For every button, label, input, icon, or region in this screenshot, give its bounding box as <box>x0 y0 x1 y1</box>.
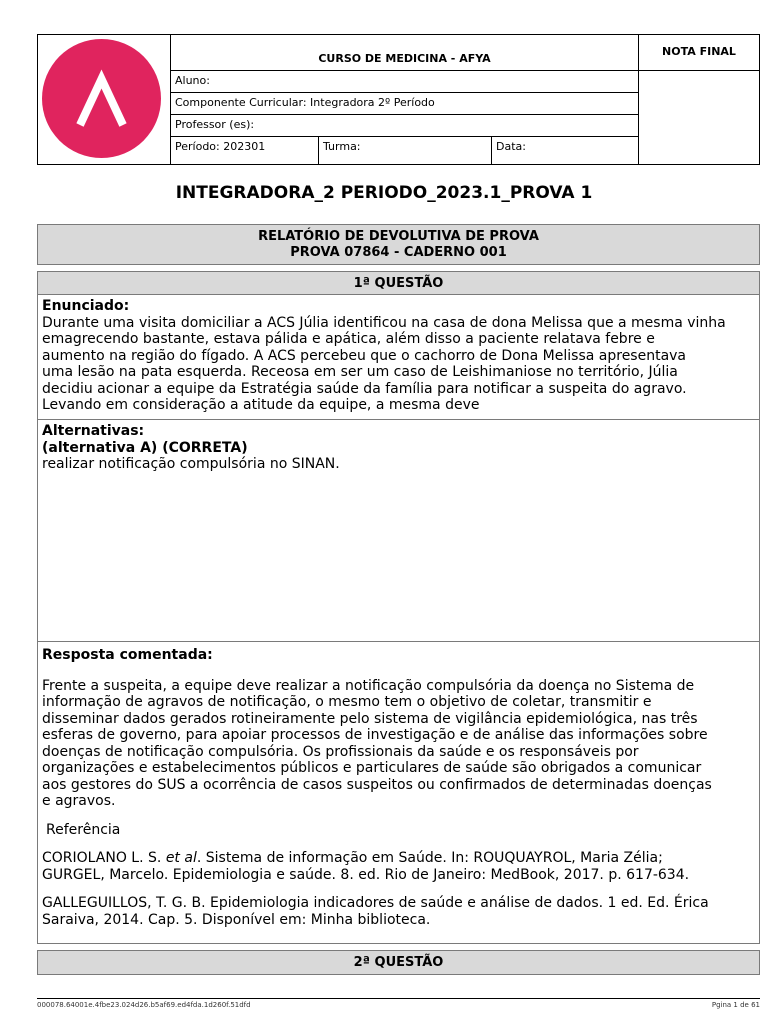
resposta-line: disseminar dados gerados rotineiramente pelo sistema de vigilância epidemiológica, nas três <box>42 710 698 727</box>
resposta-line: doenças de notificação compulsória. Os profissionais da saúde e os responsáveis por <box>42 743 639 760</box>
reference-1-line-1 <box>42 850 755 867</box>
nota-final-cell <box>638 35 759 164</box>
report-header <box>37 224 760 265</box>
professor-label: Professor (es): <box>175 118 255 131</box>
aluno-row <box>171 71 638 93</box>
alternativas-label: Alternativas: <box>42 423 145 439</box>
alternativas-section <box>37 420 760 642</box>
enunciado-line: Levando em consideração a atitude da equipe, a mesma deve <box>42 397 480 413</box>
reference-2-line-2: Saraiva, 2014. Cap. 5. Disponível em: Minha biblioteca. <box>42 911 431 928</box>
reference-1-title: . Sistema de informação em Saúde. In: ROUQUAYROL, Maria Zélia; <box>196 850 663 866</box>
periodo-label: Período: 202301 <box>175 140 266 153</box>
enunciado-line: decidiu acionar a equipe da Estratégia saúde da família para notificar a suspeita do agravo. <box>42 380 687 397</box>
turma-cell <box>318 137 491 164</box>
periodo-row <box>171 137 638 164</box>
resposta-body <box>42 678 755 810</box>
question-1-header: 1ª QUESTÃO <box>37 271 760 295</box>
report-title: RELATÓRIO DE DEVOLUTIVA DE PROVA <box>258 229 539 244</box>
aluno-label: Aluno: <box>175 74 210 87</box>
enunciado-line: uma lesão na pata esquerda. Receosa em ser um caso de Leishimaniose no território, Júlia <box>42 364 678 380</box>
report-subtitle: PROVA 07864 - CADERNO 001 <box>290 245 507 260</box>
resposta-line: informação de agravos de notificação, o mesmo tem o objetivo de coletar, transmitir e <box>42 694 652 710</box>
resposta-line: Frente a suspeita, a equipe deve realizar a notificação compulsória da doença no Sistema de <box>42 677 695 694</box>
question-2-header: 2ª QUESTÃO <box>37 950 760 975</box>
componente-row <box>171 93 638 115</box>
componente-label: Componente Curricular: Integradora 2º Período <box>175 96 435 109</box>
reference-1-authors: CORIOLANO L. S. <box>42 850 166 866</box>
enunciado-line: Durante uma visita domiciliar a ACS Júlia identificou na casa de dona Melissa que a mesma vinha <box>42 314 726 331</box>
periodo-cell <box>171 137 318 164</box>
alternativa-text: realizar notificação compulsória no SINAN. <box>42 456 340 472</box>
resposta-section <box>37 642 760 944</box>
page-number: Pgina 1 de 61 <box>711 1001 760 1009</box>
afya-logo <box>42 39 161 158</box>
nota-final-label: NOTA FINAL <box>639 35 759 71</box>
professor-row <box>171 115 638 137</box>
resposta-line: aos gestores do SUS a ocorrência de casos suspeitos ou confirmados de determinadas doenças <box>42 776 712 793</box>
resposta-line: e agravos. <box>42 793 116 809</box>
alternativa-tag: (alternativa A) (CORRETA) <box>42 439 248 456</box>
logo-cell <box>38 35 171 164</box>
header-table <box>37 34 760 165</box>
reference-1-line-2: GURGEL, Marcelo. Epidemiologia e saúde. 8. ed. Rio de Janeiro: MedBook, 2017. p. 617-634. <box>42 866 690 883</box>
footer-hash: 000078.64001e.4fbe23.024d26.b5af69.ed4fda.1d260f.51dfd <box>37 1001 251 1009</box>
reference-2 <box>42 895 755 928</box>
reference-2-line-1: GALLEGUILLOS, T. G. B. Epidemiologia indicadores de saúde e análise de dados. 1 ed. Ed. Érica <box>42 895 709 911</box>
enunciado-line: aumento na região do fígado. A ACS percebeu que o cachorro de Dona Melissa apresentava <box>42 347 687 364</box>
resposta-label: Resposta comentada: <box>42 647 213 663</box>
turma-label: Turma: <box>323 140 361 153</box>
enunciado-line: emagrecendo bastante, estava pálida e apática, além disso a paciente relatava febre e <box>42 331 655 347</box>
footer-divider <box>37 998 760 999</box>
resposta-line: organizações e estabelecimentos públicos e particulares de saúde são obrigados a comunicar <box>42 760 702 776</box>
enunciado-section <box>37 295 760 420</box>
data-label: Data: <box>496 140 526 153</box>
data-cell <box>491 137 638 164</box>
course-title: CURSO DE MEDICINA - AFYA <box>171 35 638 71</box>
page-title: INTEGRADORA_2 PERIODO_2023.1_PROVA 1 <box>175 183 593 203</box>
resposta-line: esferas de governo, para apoiar processos de investigação e de análise das informações sobre <box>42 727 708 743</box>
referencia-label: Referência <box>46 821 121 838</box>
enunciado-label: Enunciado: <box>42 298 130 314</box>
reference-1 <box>42 850 755 883</box>
reference-1-etal: et al <box>165 850 197 866</box>
